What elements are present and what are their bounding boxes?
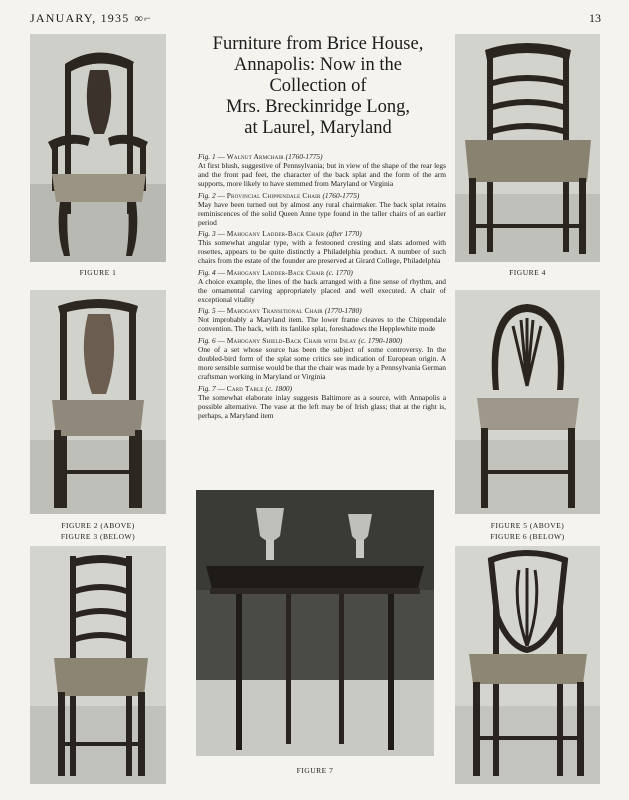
figure-5-photo [455, 290, 600, 514]
entry-fig-label: Fig. 4 [198, 267, 216, 277]
entry-text: At first blush, suggestive of Pennsylvania; but in view of the shape of the rear legs and the front pad feet, the character of the back splat and the form of the arm supports, more likely to have stemmed from Maryland or Virginia [198, 161, 446, 188]
ornament-icon: ∞⌐ [134, 11, 153, 25]
figure-1-photo [30, 34, 166, 262]
figure-2-photo [30, 290, 166, 514]
article-title [190, 34, 446, 139]
figure-3-caption: FIGURE 3 (BELOW) [60, 532, 136, 541]
entry-fig-2: Fig. 2 — Provincial Chippendale Chair (1760-1775) May have been turned out by almost any rural chairmaker. The back splat retains reminiscences of the solid Queen Anne type found in the taller chairs of an earlier period [198, 190, 446, 227]
entry-text: May have been turned out by almost any rural chairmaker. The back splat retains reminiscences of the solid Queen Anne type found in the taller chairs of an earlier period [198, 199, 446, 227]
entry-fig-label: Fig. 2 [198, 190, 216, 200]
title-line: Collection of [269, 76, 367, 96]
entry-fig-7: Fig. 7 — Card Table (c. 1800) The somewhat elaborate inlay suggests Baltimore as a source, with Annapolis a possible alternative. The vase at the left may be of Irish glass; that at the right is, perhaps, a Maryland item [198, 383, 446, 420]
entry-title: Walnut Armchair [226, 152, 284, 161]
title-line: Annapolis: Now in the [233, 55, 403, 75]
figure-6-photo [455, 546, 600, 784]
figure-4-caption: FIGURE 4 [509, 268, 546, 277]
entry-title: Mahogany Shield-Back Chair with Inlay [226, 335, 357, 345]
entry-date: (c. 1800) [265, 383, 293, 393]
title-line: Mrs. Breckinridge Long, [226, 97, 410, 117]
entry-text: Not improbably a Maryland item. The lower frame cleaves to the Chippendale convention. The back, with its fanlike splat, foreshadows the Hepplewhite mode [198, 315, 446, 334]
figure-descriptions [198, 152, 446, 422]
figure-2-caption: FIGURE 2 (ABOVE) [61, 521, 135, 530]
entry-title: Mahogany Ladder-Back Chair [226, 229, 325, 239]
entry-fig-label: Fig. 6 [198, 335, 216, 345]
figure-1-caption: FIGURE 1 [79, 268, 117, 277]
figure-7-caption: FIGURE 7 [296, 766, 334, 775]
entry-fig-5: Fig. 5 — Mahogany Transitional Chair (1770-1780) Not improbably a Maryland item. The lower frame cleaves to the Chippendale convention. The back, with its fanlike splat, foreshadows the Hepplewhite mode [198, 306, 446, 334]
entry-fig-1: Fig. 1 — Walnut Armchair (1760-1775) At first blush, suggestive of Pennsylvania; but in view of the shape of the rear legs and the front pad feet, the character of the back splat and the form of the arm supports, more likely to have stemmed from Maryland or Virginia [198, 152, 446, 188]
issue-date: JANUARY, 1935 [30, 11, 130, 25]
title-line: at Laurel, Maryland [244, 118, 392, 138]
figure-7-photo [196, 490, 434, 756]
entry-title: Card Table [226, 383, 264, 393]
running-head [30, 11, 152, 26]
figure-3-photo [30, 546, 166, 784]
figure-4-photo [455, 34, 600, 262]
entry-date: (c. 1790-1800) [358, 335, 403, 345]
entry-fig-label: Fig. 1 [198, 152, 216, 161]
entry-text: The somewhat elaborate inlay suggests Baltimore as a source, with Annapolis a possible alternative. The vase at the left may be of Irish glass; that at the right is, perhaps, a Maryland item [198, 392, 446, 420]
figure-6-caption: FIGURE 6 (BELOW) [490, 532, 565, 541]
entry-text: This somewhat angular type, with a festooned cresting and slats adorned with rosettes, appears to be quite distinctly a Philadelphia product. A number of such chairs from the estate of the founder are preserved at Girard College, Philadelphia [198, 238, 446, 266]
entry-date: (c. 1770) [326, 267, 353, 277]
entry-text: A choice example, the lines of the back arranged with a fine sense of rhythm, and the ornamental carving appropriately placed and well executed. A chair of exceptional vitality [198, 276, 446, 304]
entry-fig-label: Fig. 5 [198, 306, 216, 316]
entry-date: (after 1770) [326, 229, 362, 239]
page-number: 13 [589, 11, 601, 25]
entry-title: Mahogany Ladder-Back Chair [226, 267, 325, 277]
entry-fig-6: Fig. 6 — Mahogany Shield-Back Chair with Inlay (c. 1790-1800) One of a set whose source has been the subject of some controversy. In the doubled-bird form of the splat some critics see indication of European origin. A more sensible surmise would be that the chair was made by a Pennsylvania German craftsman working in Maryland or Virginia [198, 335, 446, 381]
entry-date: (1760-1775) [285, 152, 323, 161]
entry-fig-label: Fig. 3 [198, 229, 216, 239]
entry-date: (1770-1780) [324, 306, 362, 316]
entry-title: Mahogany Transitional Chair [226, 306, 323, 316]
entry-fig-label: Fig. 7 [198, 383, 216, 393]
entry-fig-4: Fig. 4 — Mahogany Ladder-Back Chair (c. 1770) A choice example, the lines of the back arranged with a fine sense of rhythm, and the ornamental carving appropriately placed and well executed. A chair of exceptional vitality [198, 267, 446, 304]
entry-text: One of a set whose source has been the subject of some controversy. In the doubled-bird form of the splat some critics see indication of European origin. A more sensible surmise would be that the chair was made by a Pennsylvania German craftsman working in Maryland or Virginia [198, 344, 446, 381]
title-line: Furniture from Brice House, [212, 34, 424, 54]
entry-date: (1760-1775) [322, 190, 360, 200]
entry-fig-3: Fig. 3 — Mahogany Ladder-Back Chair (after 1770) This somewhat angular type, with a festooned cresting and slats adorned with rosettes, appears to be quite distinctly a Philadelphia product. A number of such chairs from the estate of the founder are preserved at Girard College, Philadelphia [198, 229, 446, 266]
entry-title: Provincial Chippendale Chair [226, 190, 321, 200]
figure-5-caption: FIGURE 5 (ABOVE) [490, 521, 565, 530]
